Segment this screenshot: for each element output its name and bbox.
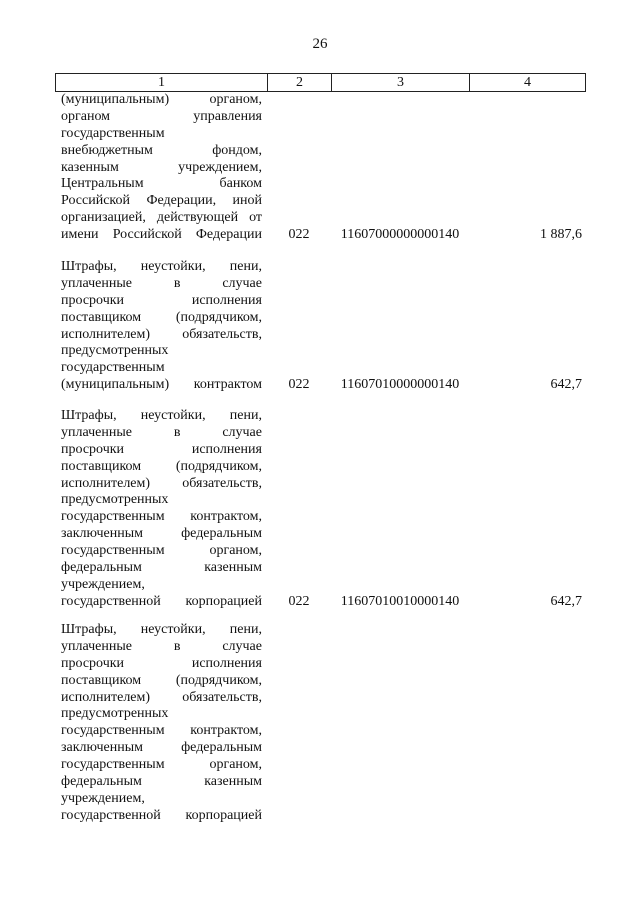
description-line: уплаченные в случае xyxy=(61,275,262,291)
description-line: Штрафы, неустойки, пени, xyxy=(61,259,262,274)
description-line: поставщиком (подрядчиком, xyxy=(61,309,262,325)
table-row xyxy=(55,622,586,825)
description-line: (муниципальным) органом, xyxy=(61,92,262,107)
column-header-3: 3 xyxy=(332,74,470,91)
description-line: заключенным федеральным xyxy=(61,526,262,542)
row-description xyxy=(61,92,262,244)
column-header-4: 4 xyxy=(524,75,531,90)
column-header-2: 2 xyxy=(268,74,332,91)
description-line: органом управления xyxy=(61,108,262,124)
description-line: Центральным банком xyxy=(61,176,262,192)
description-line: государственным xyxy=(61,360,165,376)
description-line: исполнителем) обязательств, xyxy=(61,475,262,491)
description-line: поставщиком (подрядчиком, xyxy=(61,672,262,688)
row-amount: 642,7 xyxy=(550,377,582,393)
row-kbk: 11607000000000140 xyxy=(340,227,460,243)
description-line: предусмотренных xyxy=(61,343,169,359)
description-line: уплаченные в случае xyxy=(61,638,262,654)
row-code: 022 xyxy=(288,227,310,243)
description-line: государственным органом, xyxy=(61,757,262,773)
description-line: Российской Федерации, иной xyxy=(61,193,262,209)
description-line: государственным xyxy=(61,125,165,141)
description-line: Штрафы, неустойки, пени, xyxy=(61,408,262,423)
description-line: просрочки исполнения xyxy=(61,292,262,308)
description-line: казенным учреждением, xyxy=(61,159,262,175)
column-header-1: 1 xyxy=(56,74,268,91)
row-description xyxy=(61,259,262,394)
table-row xyxy=(55,259,586,394)
table-row xyxy=(55,408,586,611)
description-line: учреждением, xyxy=(61,576,145,592)
description-line: государственной корпорацией xyxy=(61,593,262,609)
row-code: 022 xyxy=(288,593,310,609)
description-line: предусмотренных xyxy=(61,706,169,722)
row-description xyxy=(61,622,262,825)
row-amount: 1 887,6 xyxy=(540,227,582,243)
description-line: исполнителем) обязательств, xyxy=(61,326,262,342)
description-line: имени Российской Федерации xyxy=(61,227,262,243)
row-kbk: 11607010010000140 xyxy=(340,593,460,609)
description-line: федеральным казенным xyxy=(61,774,262,790)
row-description xyxy=(61,408,262,611)
description-line: (муниципальным) контрактом xyxy=(61,377,262,393)
description-line: просрочки исполнения xyxy=(61,441,262,457)
table-header xyxy=(55,73,586,92)
description-line: заключенным федеральным xyxy=(61,740,262,756)
description-line: исполнителем) обязательств, xyxy=(61,689,262,705)
description-line: государственным контрактом, xyxy=(61,723,262,739)
description-line: государственным органом, xyxy=(61,543,262,559)
description-line: государственным контрактом, xyxy=(61,509,262,525)
page-number: 26 xyxy=(312,36,328,52)
description-line: Штрафы, неустойки, пени, xyxy=(61,622,262,637)
row-amount: 642,7 xyxy=(550,593,582,609)
row-kbk: 11607010000000140 xyxy=(340,377,460,393)
description-line: предусмотренных xyxy=(61,492,169,508)
description-line: внебюджетным фондом, xyxy=(61,142,262,158)
description-line: государственной корпорацией xyxy=(61,807,262,823)
description-line: просрочки исполнения xyxy=(61,655,262,671)
description-line: организацией, действующей от xyxy=(61,210,262,226)
description-line: федеральным казенным xyxy=(61,560,262,576)
row-code: 022 xyxy=(288,377,310,393)
table-row xyxy=(55,92,586,244)
description-line: учреждением, xyxy=(61,790,145,806)
description-line: поставщиком (подрядчиком, xyxy=(61,458,262,474)
description-line: уплаченные в случае xyxy=(61,424,262,440)
